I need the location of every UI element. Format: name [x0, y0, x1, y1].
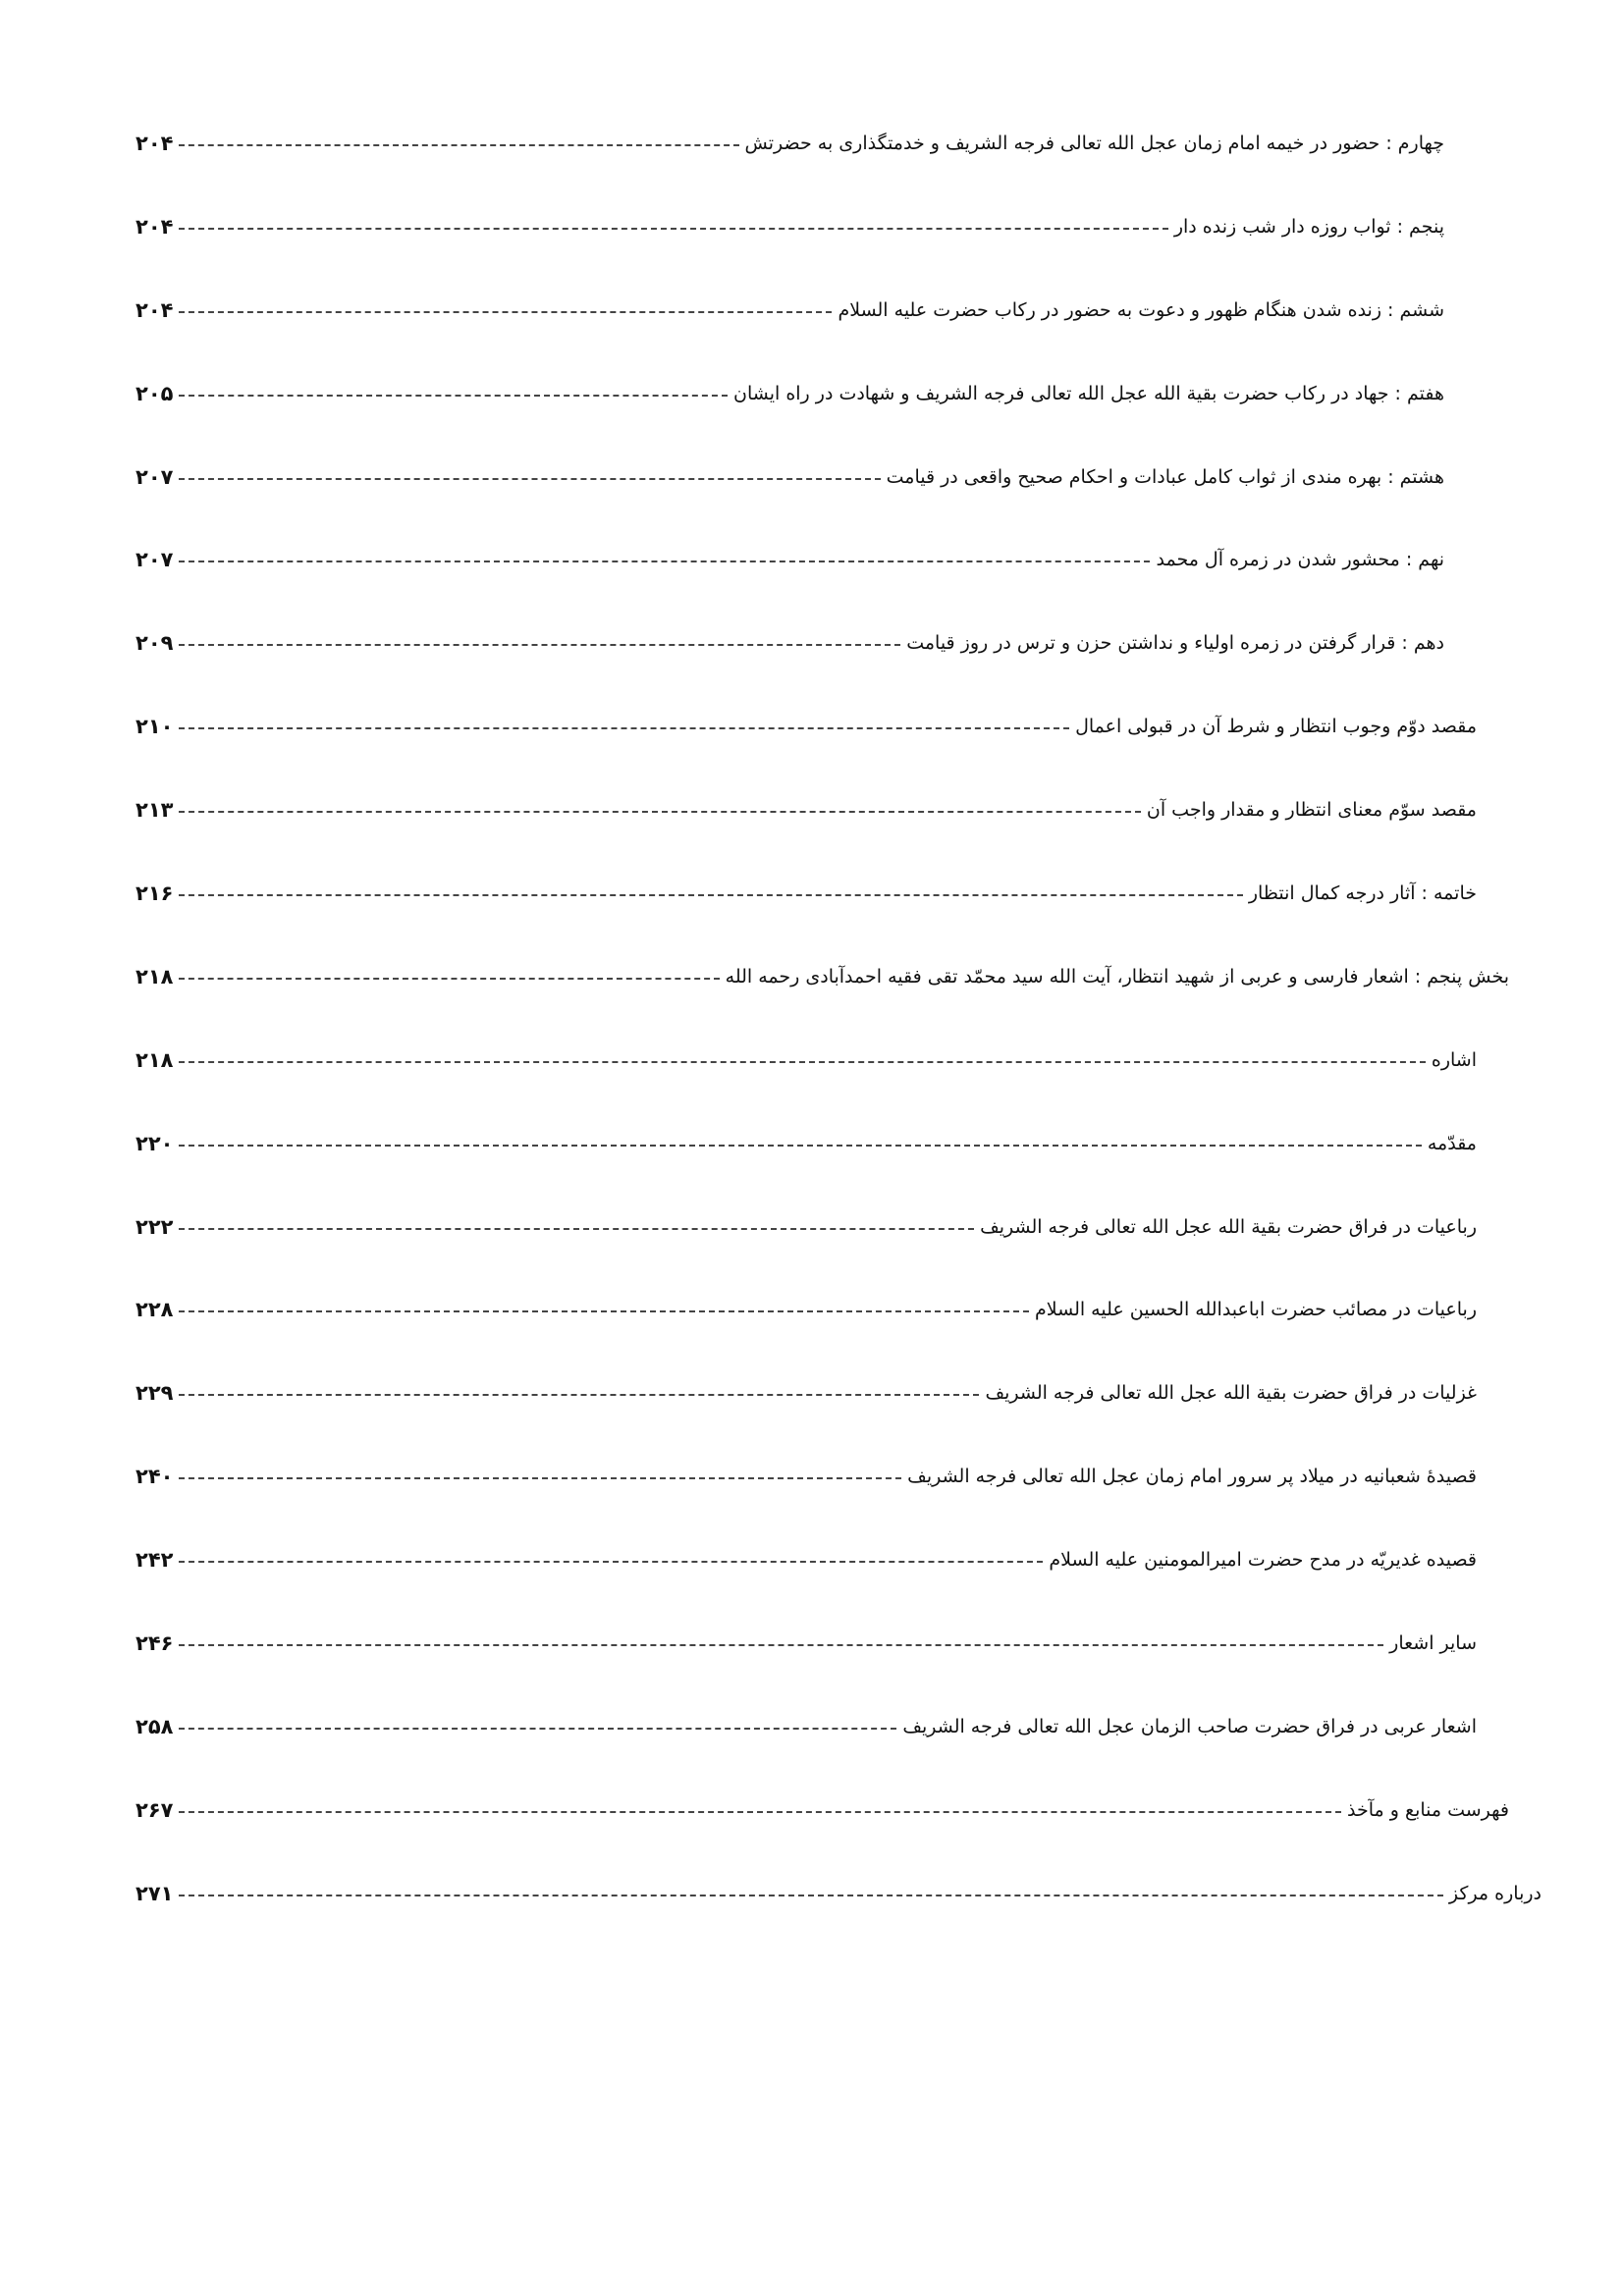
- toc-entry-title: نهم : محشور شدن در زمره آل محمد: [1156, 549, 1444, 570]
- toc-page-number: ۲۰۹: [135, 631, 174, 655]
- toc-entry-title: پنجم : ثواب روزه دار شب زنده دار: [1173, 216, 1444, 238]
- toc-entry-title: رباعیات در فراق حضرت بقیة الله عجل الله تعالی فرجه الشریف: [980, 1216, 1477, 1238]
- toc-entry-title: هفتم : جهاد در رکاب حضرت بقیة الله عجل الله تعالی فرجه الشریف و شهادت در راه ایشان: [733, 383, 1444, 404]
- toc-entry-title: سایر اشعار: [1389, 1632, 1477, 1654]
- toc-dot-leader: [179, 478, 880, 480]
- toc-page-number: ۲۱۳: [135, 798, 174, 822]
- toc-page-number: ۲۴۲: [135, 1548, 174, 1572]
- toc-dot-leader: [179, 894, 1242, 896]
- toc-entry[interactable]: [135, 1872, 1542, 1915]
- toc-entry-title: خاتمه : آثار درجه کمال انتظار: [1248, 882, 1477, 904]
- toc-page-number: ۲۷۱: [135, 1882, 174, 1905]
- toc-entry-title: اشاره: [1431, 1049, 1477, 1071]
- toc-page-number: ۲۰۷: [135, 548, 174, 571]
- toc-page-number: ۲۰۴: [135, 132, 174, 155]
- toc-dot-leader: [179, 144, 738, 146]
- toc-dot-leader: [179, 727, 1069, 729]
- toc-entry-title: مقصد سوّم معنای انتظار و مقدار واجب آن: [1146, 799, 1477, 821]
- toc-dot-leader: [179, 1895, 1442, 1896]
- toc-page-number: ۲۴۶: [135, 1631, 174, 1655]
- toc-page-number: ۲۱۸: [135, 965, 174, 988]
- toc-entry-title: غزلیات در فراق حضرت بقیة الله عجل الله تعالی فرجه الشریف: [985, 1382, 1477, 1404]
- toc-entry-title: مقصد دوّم وجوب انتظار و شرط آن در قبولی اعمال: [1075, 716, 1477, 737]
- toc-dot-leader: [179, 228, 1167, 230]
- toc-dot-leader: [179, 811, 1140, 813]
- toc-entry-title: قصیده غدیریّه در مدح حضرت امیرالمومنین علیه السلام: [1049, 1549, 1477, 1571]
- toc-entry-title: اشعار عربی در فراق حضرت صاحب الزمان عجل الله تعالی فرجه الشریف: [902, 1716, 1477, 1737]
- toc-entry[interactable]: [135, 788, 1477, 831]
- toc-dot-leader: [179, 978, 719, 980]
- toc-entry[interactable]: [135, 872, 1477, 915]
- toc-entry[interactable]: [135, 289, 1444, 332]
- toc-page-number: ۲۴۰: [135, 1465, 174, 1488]
- toc-dot-leader: [179, 1728, 896, 1730]
- toc-page-number: ۲۱۶: [135, 881, 174, 905]
- toc-page-number: ۲۱۸: [135, 1048, 174, 1072]
- toc-entry[interactable]: [135, 1455, 1477, 1498]
- toc-entry[interactable]: [135, 955, 1509, 998]
- toc-entry[interactable]: [135, 455, 1444, 499]
- toc-entry[interactable]: [135, 1122, 1477, 1165]
- toc-page-number: ۲۲۸: [135, 1298, 174, 1321]
- toc-page-number: ۲۶۷: [135, 1798, 174, 1822]
- toc-entry[interactable]: [135, 705, 1477, 748]
- toc-dot-leader: [179, 561, 1150, 562]
- toc-entry[interactable]: [135, 1205, 1477, 1249]
- toc-page-number: ۲۰۷: [135, 465, 174, 489]
- toc-dot-leader: [179, 1644, 1383, 1646]
- toc-entry[interactable]: [135, 1371, 1477, 1415]
- toc-entry[interactable]: [135, 1705, 1477, 1748]
- toc-page-number: ۲۱۰: [135, 715, 174, 738]
- toc-page-number: ۲۰۴: [135, 215, 174, 239]
- toc-dot-leader: [179, 1145, 1421, 1147]
- toc-entry[interactable]: [135, 372, 1444, 415]
- toc-page-number: ۲۰۵: [135, 382, 174, 405]
- toc-entry[interactable]: [135, 122, 1444, 165]
- toc-entry-title: مقدّمه: [1427, 1133, 1477, 1154]
- toc-entry-title: دهم : قرار گرفتن در زمره اولیاء و نداشتن حزن و ترس در روز قیامت: [906, 632, 1444, 654]
- toc-dot-leader: [179, 1061, 1425, 1063]
- toc-dot-leader: [179, 1811, 1341, 1813]
- toc-entry-title: درباره مرکز: [1448, 1883, 1542, 1904]
- toc-entry-title: هشتم : بهره مندی از ثواب کامل عبادات و احکام صحیح واقعی در قیامت: [886, 466, 1444, 488]
- toc-dot-leader: [179, 644, 900, 646]
- toc-page-number: ۲۰۴: [135, 298, 174, 322]
- toc-entry-title: فهرست منابع و مآخذ: [1347, 1799, 1509, 1821]
- toc-page-number: ۲۵۸: [135, 1715, 174, 1738]
- toc-page-number: ۲۲۹: [135, 1381, 174, 1405]
- toc-entry[interactable]: [135, 1789, 1509, 1832]
- toc-dot-leader: [179, 1561, 1043, 1563]
- toc-entry[interactable]: [135, 1288, 1477, 1331]
- toc-entry[interactable]: [135, 205, 1444, 248]
- toc-entry-title: بخش پنجم : اشعار فارسی و عربی از شهید انتظار، آیت الله سید محمّد تقی فقیه احمدآبادی رحمه الله: [725, 966, 1509, 988]
- toc-dot-leader: [179, 1310, 1029, 1312]
- toc-page-number: ۲۲۰: [135, 1132, 174, 1155]
- toc-dot-leader: [179, 311, 832, 313]
- toc-entry[interactable]: [135, 1039, 1477, 1082]
- toc-page-number: ۲۲۲: [135, 1215, 174, 1239]
- toc-entry-title: ششم : زنده شدن هنگام ظهور و دعوت به حضور در رکاب حضرت علیه السلام: [838, 299, 1444, 321]
- toc-dot-leader: [179, 1394, 979, 1396]
- toc-entry[interactable]: [135, 621, 1444, 665]
- toc-dot-leader: [179, 1228, 974, 1230]
- toc-entry-title: چهارم : حضور در خیمه امام زمان عجل الله تعالی فرجه الشریف و خدمتگذاری به حضرتش: [744, 133, 1444, 154]
- toc-entry[interactable]: [135, 1538, 1477, 1581]
- toc-dot-leader: [179, 1477, 901, 1479]
- toc-entry-title: رباعیات در مصائب حضرت اباعبدالله الحسین علیه السلام: [1035, 1299, 1477, 1320]
- toc-dot-leader: [179, 395, 728, 397]
- toc-entry-title: قصیدهٔ شعبانیه در میلاد پر سرور امام زمان عجل الله تعالی فرجه الشریف: [907, 1466, 1477, 1487]
- toc-entry[interactable]: [135, 538, 1444, 581]
- toc-entry[interactable]: [135, 1622, 1477, 1665]
